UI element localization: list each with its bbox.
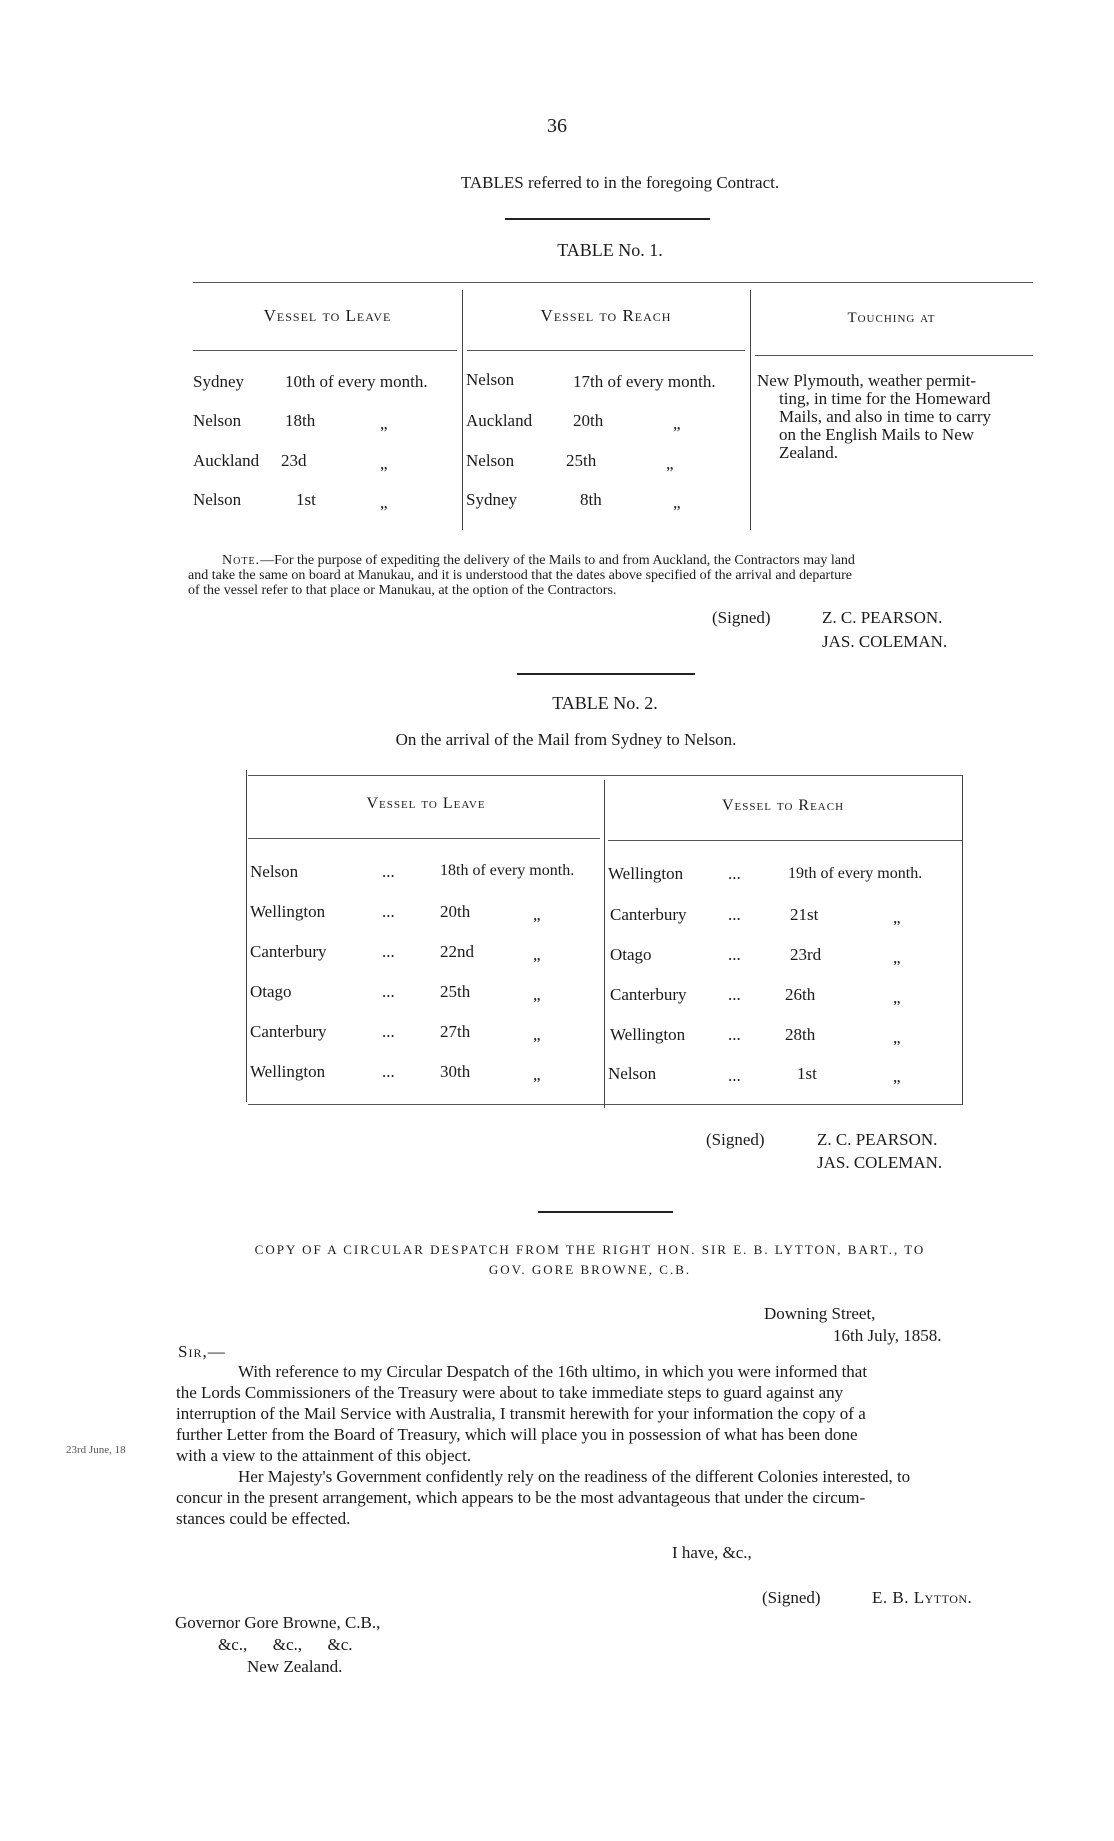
- para-line: with a view to the attainment of this object.: [176, 1446, 472, 1465]
- table1-to-port: Nelson: [466, 370, 515, 389]
- table1-from-port: Nelson: [193, 411, 242, 430]
- table1-from-ditto: „: [380, 414, 388, 433]
- table2-dots: ...: [382, 862, 395, 881]
- table1-note: [188, 553, 1048, 598]
- table2-right-border: [962, 775, 963, 1105]
- para-line: Her Majesty's Government confidently rely on the readiness of the different Colonies interested, to: [238, 1467, 911, 1486]
- page-heading: TABLES referred to in the foregoing Contract.: [460, 173, 780, 192]
- table1-from-port: Sydney: [193, 372, 244, 391]
- table2-from-port: Otago: [250, 982, 292, 1001]
- table2-from-port: Canterbury: [250, 942, 327, 961]
- despatch-recipient: [175, 1612, 380, 1678]
- touching-line: Zealand.: [779, 443, 838, 462]
- despatch-salutation: Sir,—: [178, 1342, 226, 1361]
- table1-to-port: Auckland: [466, 411, 533, 430]
- despatch-address: Downing Street,: [764, 1304, 876, 1323]
- table2-dots: ...: [382, 1062, 395, 1081]
- table1-signed-label: (Signed): [712, 608, 771, 627]
- table2-dots: ...: [728, 1025, 741, 1044]
- note-line: and take the same on board at Manukau, and it is understood that the dates above specified of the arrival and departure: [188, 568, 852, 583]
- table2-from-date: 30th: [440, 1062, 471, 1081]
- table2-dots: ...: [728, 985, 741, 1004]
- table2-col-divider: [604, 780, 605, 1108]
- table2-from-date: 25th: [440, 982, 471, 1001]
- table2-to-port: Nelson: [608, 1064, 657, 1083]
- table2-dots: ...: [382, 982, 395, 1001]
- table1-top-rule: [193, 282, 1033, 283]
- table2-to-date: 26th: [785, 985, 816, 1004]
- table2-from-date: 27th: [440, 1022, 471, 1041]
- despatch-signed-label: (Signed): [762, 1588, 821, 1607]
- table2-from-port: Canterbury: [250, 1022, 327, 1041]
- table1-to-date: 17th of every month.: [573, 372, 716, 391]
- table1-header-reach: Vessel to Reach: [540, 306, 672, 325]
- table2-from-date: 20th: [440, 902, 471, 921]
- para-line: interruption of the Mail Service with Australia, I transmit herewith for your information the copy of a: [176, 1404, 866, 1423]
- table1-to-ditto: „: [666, 454, 674, 473]
- table1-touching-text: [757, 372, 1037, 462]
- table2-to-port: Wellington: [608, 864, 684, 883]
- para-line: the Lords Commissioners of the Treasury were about to take immediate steps to guard against any: [176, 1383, 844, 1402]
- despatch-signatory: E. B. Lytton.: [872, 1588, 973, 1607]
- table2-to-ditto: „: [893, 1028, 901, 1047]
- table2-to-date: 1st: [797, 1064, 817, 1083]
- table2-signatory: JAS. COLEMAN.: [817, 1153, 943, 1172]
- table1-signatory: JAS. COLEMAN.: [822, 632, 948, 651]
- table2-header-reach: Vessel to Reach: [721, 797, 845, 814]
- table2-to-ditto: „: [893, 948, 901, 967]
- para-line: With reference to my Circular Despatch of the 16th ultimo, in which you were informed that: [238, 1362, 868, 1381]
- table2-left-border: [246, 770, 247, 1102]
- touching-line: New Plymouth, weather permit-: [757, 371, 977, 390]
- note-label: Note.: [222, 553, 261, 568]
- table1-title: TABLE No. 1.: [557, 240, 663, 260]
- table2-to-ditto: „: [893, 988, 901, 1007]
- table2-from-port: Wellington: [250, 1062, 326, 1081]
- table2-to-date: 28th: [785, 1025, 816, 1044]
- table2-signatory: Z. C. PEARSON.: [817, 1130, 938, 1149]
- table1-to-ditto: „: [673, 414, 681, 433]
- table1-header-leave: Vessel to Leave: [263, 306, 392, 325]
- table2-to-port: Wellington: [610, 1025, 686, 1044]
- divider-rule: [505, 218, 710, 220]
- table1-from-date: 10th of every month.: [285, 372, 428, 391]
- despatch-closing: I have, &c.,: [672, 1543, 752, 1562]
- table1-to-port: Nelson: [466, 451, 515, 470]
- table1-header-touching: Touching at: [847, 310, 936, 326]
- margin-note: 23rd June, 18: [66, 1444, 126, 1456]
- table2-to-ditto: „: [893, 908, 901, 927]
- table2-from-port: Nelson: [250, 862, 299, 881]
- table2-top-rule: [248, 775, 962, 776]
- table2-to-port: Canterbury: [610, 985, 687, 1004]
- note-line: of the vessel refer to that place or Manukau, at the option of the Contractors.: [188, 583, 617, 598]
- table2-dots: ...: [728, 945, 741, 964]
- despatch-para2: [176, 1466, 1036, 1529]
- table2-to-ditto: „: [893, 1067, 901, 1086]
- divider-rule: [517, 673, 695, 675]
- table2-dots: ...: [382, 902, 395, 921]
- table2-from-ditto: „: [533, 1065, 541, 1084]
- table2-from-ditto: „: [533, 1025, 541, 1044]
- table1-to-port: Sydney: [466, 490, 517, 509]
- table2-subtitle: On the arrival of the Mail from Sydney to Nelson.: [395, 730, 737, 749]
- table1-signatory: Z. C. PEARSON.: [822, 608, 943, 627]
- table1-to-date: 20th: [573, 411, 604, 430]
- table2-to-port: Canterbury: [610, 905, 687, 924]
- table2-signed-label: (Signed): [706, 1130, 765, 1149]
- table2-header-leave: Vessel to Leave: [366, 795, 486, 812]
- note-line: —For the purpose of expediting the delivery of the Mails to and from Auckland, the Contractors may land: [260, 553, 855, 568]
- table1-col-divider: [462, 290, 463, 530]
- table2-to-date: 23rd: [790, 945, 822, 964]
- table2-from-date: 18th of every month.: [440, 862, 575, 879]
- table1-header-rule: [467, 350, 745, 351]
- table1-from-port: Nelson: [193, 490, 242, 509]
- para-line: further Letter from the Board of Treasury, which will place you in possession of what has been done: [176, 1425, 858, 1444]
- touching-line: ting, in time for the Homeward: [779, 389, 991, 408]
- table2-from-ditto: „: [533, 945, 541, 964]
- page-number: 36: [547, 115, 567, 137]
- table1-to-date: 25th: [566, 451, 597, 470]
- table2-dots: ...: [382, 1022, 395, 1041]
- recipient-line: &c., &c., &c.: [218, 1635, 353, 1654]
- table2-title: TABLE No. 2.: [552, 693, 658, 713]
- table1-header-rule: [193, 350, 457, 351]
- table1-from-date: 18th: [285, 411, 316, 430]
- table1-from-ditto: „: [380, 493, 388, 512]
- table2-to-port: Otago: [610, 945, 652, 964]
- table2-to-date: 19th of every month.: [788, 865, 923, 882]
- table1-from-date: 23d: [281, 451, 307, 470]
- para-line: stances could be effected.: [176, 1509, 351, 1528]
- table2-bottom-rule: [248, 1104, 962, 1105]
- table2-to-date: 21st: [790, 905, 819, 924]
- despatch-para1: [176, 1361, 1036, 1466]
- table1-from-ditto: „: [380, 454, 388, 473]
- touching-line: Mails, and also in time to carry: [779, 407, 991, 426]
- table2-header-rule: [248, 838, 600, 839]
- table2-header-rule: [608, 840, 962, 841]
- table1-header-rule: [755, 355, 1033, 356]
- table1-from-date: 1st: [296, 490, 316, 509]
- table1-to-date: 8th: [580, 490, 602, 509]
- divider-rule: [538, 1211, 673, 1213]
- table1-from-port: Auckland: [193, 451, 260, 470]
- table2-from-port: Wellington: [250, 902, 326, 921]
- table2-dots: ...: [728, 1066, 741, 1085]
- table1-to-ditto: „: [673, 493, 681, 512]
- touching-line: on the English Mails to New: [779, 425, 975, 444]
- recipient-line: Governor Gore Browne, C.B.,: [175, 1613, 381, 1632]
- table2-from-ditto: „: [533, 905, 541, 924]
- recipient-line: New Zealand.: [247, 1657, 343, 1676]
- table2-dots: ...: [728, 905, 741, 924]
- table2-from-ditto: „: [533, 985, 541, 1004]
- table2-dots: ...: [382, 942, 395, 961]
- para-line: concur in the present arrangement, which appears to be the most advantageous that under the circum-: [176, 1488, 866, 1507]
- despatch-title: GOV. GORE BROWNE, C.B.: [488, 1262, 692, 1277]
- despatch-date: 16th July, 1858.: [833, 1326, 942, 1345]
- table2-from-date: 22nd: [440, 942, 474, 961]
- despatch-title: COPY OF A CIRCULAR DESPATCH FROM THE RIGHT HON. SIR E. B. LYTTON, BART., TO: [254, 1242, 926, 1257]
- table2-dots: ...: [728, 864, 741, 883]
